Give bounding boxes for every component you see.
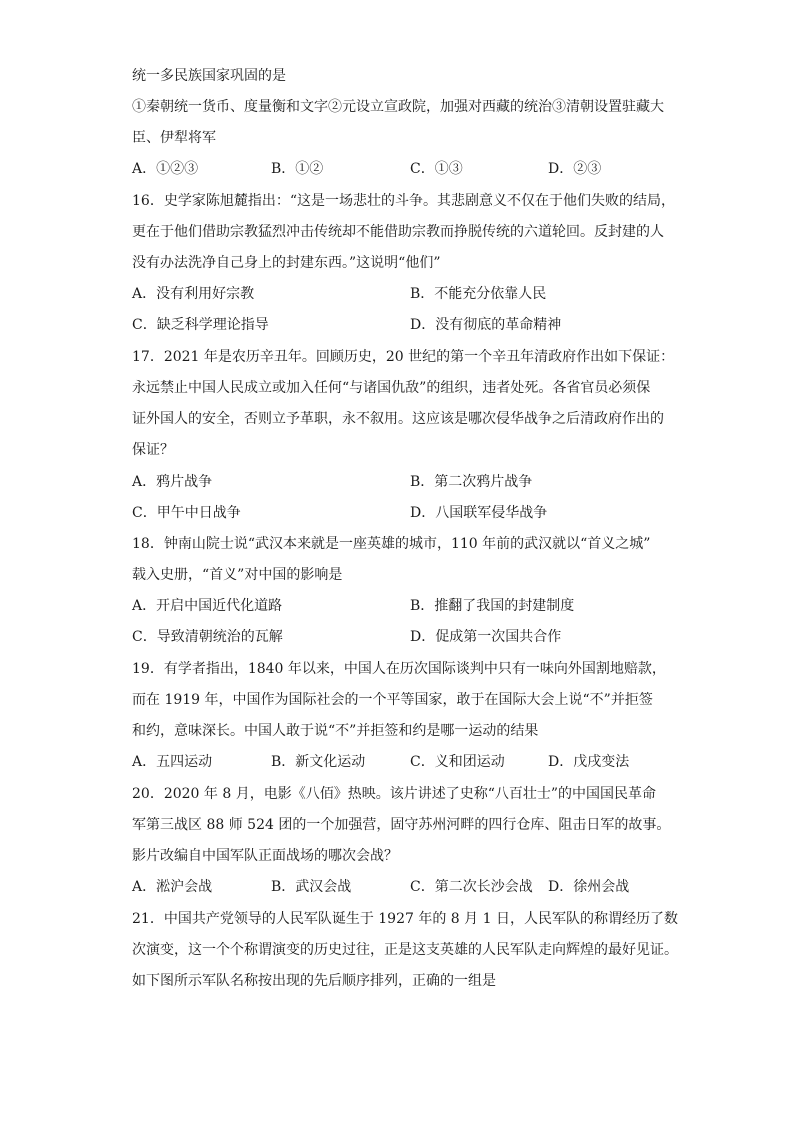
q19-option-c: C．义和团运动 (410, 754, 505, 770)
q18-option-a: A．开启中国近代化道路 (132, 598, 283, 614)
q20-stem-line-3: 影片改编自中国军队正面战场的哪次会战？ (132, 848, 398, 864)
q19-stem-line-2: 而在 1919 年，中国作为国际社会的一个平等国家，敢于在国际大会上说“不”并拒签 (132, 692, 653, 708)
q19-option-d: D．戊戌变法 (548, 754, 630, 770)
q16-stem-line-2: 更在于他们借助宗教猛烈冲击传统却不能借助宗教而挣脱传统的六道轮回。反封建的人 (132, 224, 664, 240)
q15-statements-line-2: 臣、伊犁将军 (132, 130, 216, 146)
q15-option-c: C．①③ (410, 161, 463, 177)
q15-option-b: B．①② (271, 161, 324, 177)
q18-option-b: B．推翻了我国的封建制度 (410, 598, 575, 614)
q20-option-a: A．淞沪会战 (132, 879, 213, 895)
q17-option-a: A．鸦片战争 (132, 474, 213, 490)
q18-stem-line-1: 18．钟南山院士说“武汉本来就是一座英雄的城市，110 年前的武汉就以“首义之城” (132, 536, 651, 552)
q20-option-d: D．徐州会战 (548, 879, 630, 895)
q21-stem-line-1: 21．中国共产党领导的人民军队诞生于 1927 年的 8 月 1 日，人民军队的称谓经历了数 (132, 911, 678, 927)
q21-stem-line-3: 如下图所示军队名称按出现的先后顺序排列，正确的一组是 (132, 973, 496, 989)
q15-statements-line-1: ①秦朝统一货币、度量衡和文字②元设立宣政院，加强对西藏的统治③清朝设置驻藏大 (132, 99, 664, 115)
q17-stem-line-1: 17．2021 年是农历辛丑年。回顾历史，20 世纪的第一个辛丑年清政府作出如下保证： (132, 349, 675, 365)
q21-stem-line-2: 次演变，这一个个称谓演变的历史过往，正是这支英雄的人民军队走向辉煌的最好见证。 (132, 942, 678, 958)
q17-option-d: D．八国联军侵华战争 (410, 505, 548, 521)
q19-option-a: A．五四运动 (132, 754, 213, 770)
q20-stem-line-1: 20．2020 年 8 月，电影《八佰》热映。该片讲述了史称“八百壮士”的中国国民革命 (132, 786, 657, 802)
q17-stem-line-2: 永远禁止中国人民成立或加入任何“与诸国仇敌”的组织，违者处死。各省官员必须保 (132, 380, 651, 396)
q19-option-b: B．新文化运动 (271, 754, 366, 770)
q17-stem-line-4: 保证？ (132, 442, 174, 458)
q16-option-b: B．不能充分依靠人民 (410, 286, 547, 302)
q16-option-c: C．缺乏科学理论指导 (132, 317, 269, 333)
q16-stem-line-1: 16．史学家陈旭麓指出：“这是一场悲壮的斗争。其悲剧意义不仅在于他们失败的结局， (132, 193, 675, 209)
q19-stem-line-3: 和约，意味深长。中国人敢于说“不”并拒签和约是哪一运动的结果 (132, 723, 539, 739)
q19-stem-line-1: 19．有学者指出，1840 年以来，中国人在历次国际谈判中只有一味向外国割地赔款， (132, 661, 666, 677)
q17-stem-line-3: 证外国人的安全，否则立予革职，永不叙用。这应该是哪次侵华战争之后清政府作出的 (132, 411, 664, 427)
q16-option-a: A．没有利用好宗教 (132, 286, 255, 302)
q15-option-d: D．②③ (548, 161, 602, 177)
q18-stem-line-2: 载入史册，“首义”对中国的影响是 (132, 567, 343, 583)
q20-stem-line-2: 军第三战区 88 师 524 团的一个加强营，固守苏州河畔的四行仓库、阻击日军的故事。 (132, 817, 671, 833)
q16-stem-line-3: 没有办法洗净自己身上的封建东西。”这说明“他们” (132, 255, 441, 271)
q17-option-b: B．第二次鸦片战争 (410, 474, 533, 490)
q20-option-c: C．第二次长沙会战 (410, 879, 533, 895)
q17-option-c: C．甲午中日战争 (132, 505, 241, 521)
q18-option-d: D．促成第一次国共合作 (410, 629, 562, 645)
q16-option-d: D．没有彻底的革命精神 (410, 317, 562, 333)
q15-stem-tail: 统一多民族国家巩固的是 (132, 68, 286, 84)
q20-option-b: B．武汉会战 (271, 879, 352, 895)
q18-option-c: C．导致清朝统治的瓦解 (132, 629, 283, 645)
q15-option-a: A．①②③ (132, 161, 199, 177)
